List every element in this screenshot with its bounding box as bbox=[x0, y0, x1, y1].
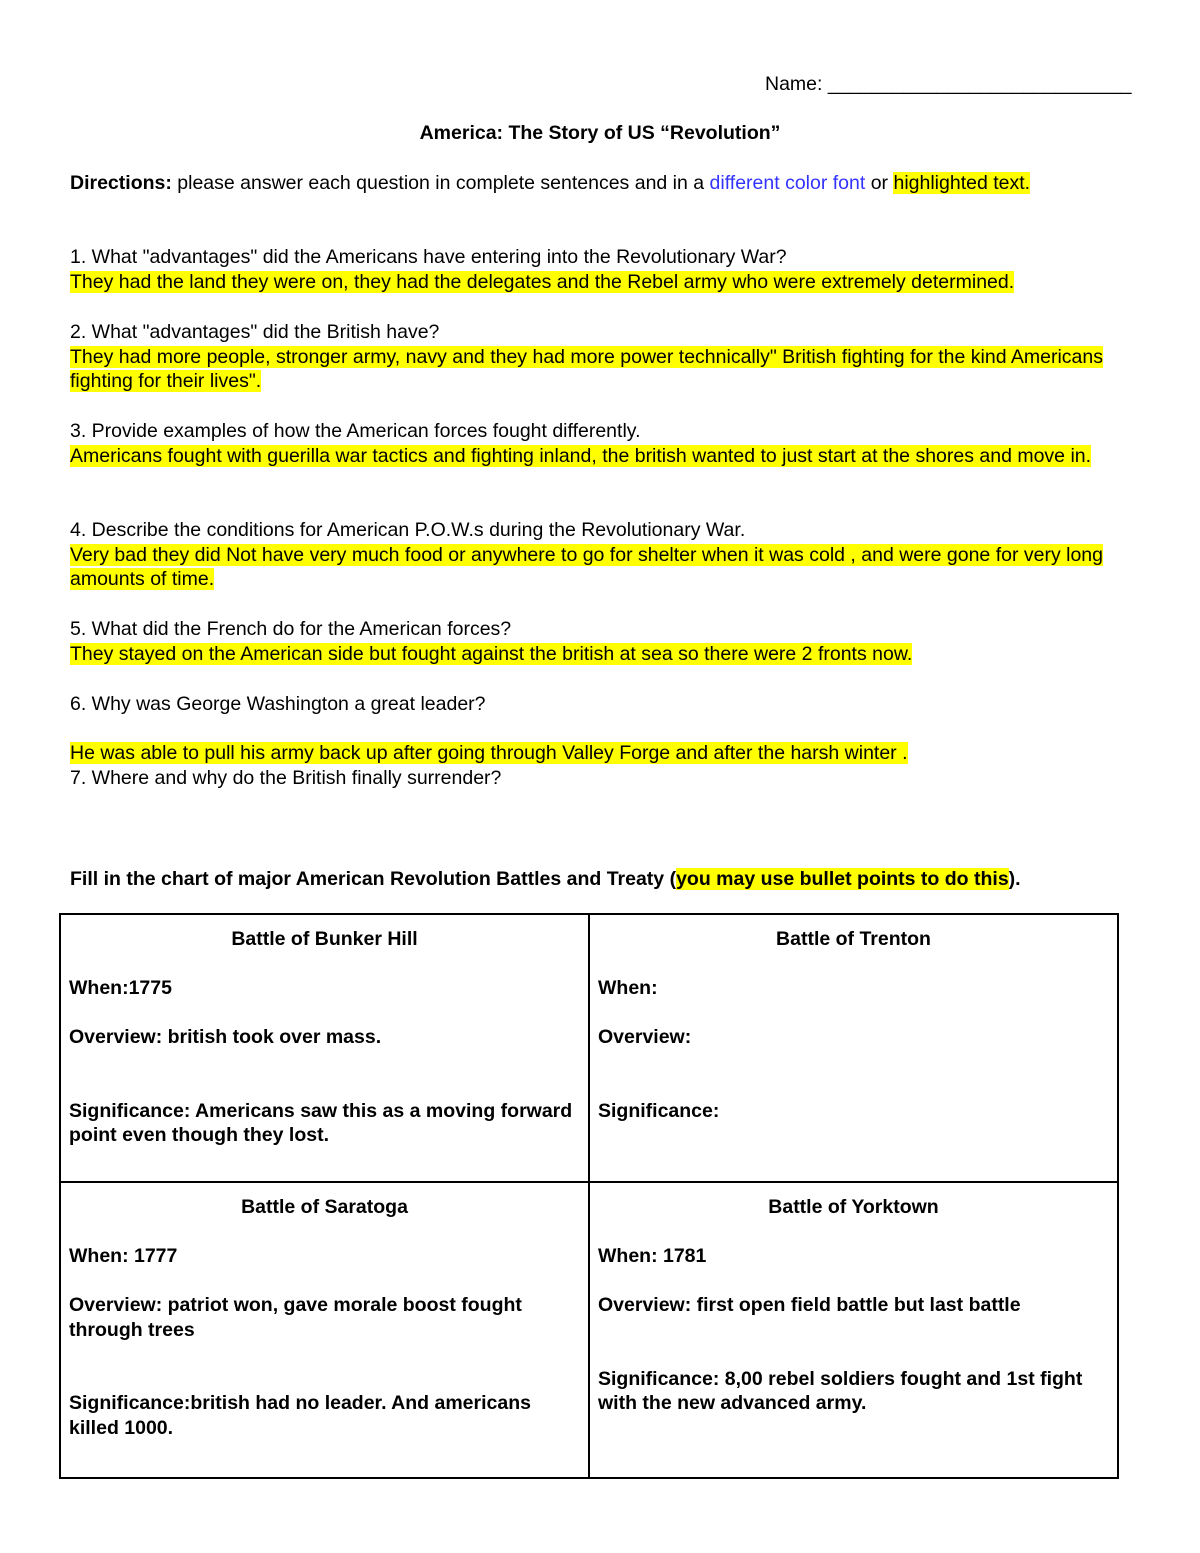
question-2 bbox=[70, 320, 1130, 394]
battles-table bbox=[59, 913, 1119, 1479]
question-text: 6. Why was George Washington a great leader? bbox=[70, 693, 486, 715]
table-row bbox=[60, 914, 1118, 1182]
question-1 bbox=[70, 245, 1130, 294]
answer-text[interactable] bbox=[70, 741, 1130, 766]
question-text: 4. Describe the conditions for American P.O.W.s during the Revolutionary War. bbox=[70, 519, 746, 541]
answer-text[interactable] bbox=[70, 543, 1130, 592]
directions-highlight-text: highlighted text. bbox=[893, 172, 1031, 194]
chart-instructions-text-1: Fill in the chart of major American Revolution Battles and Treaty ( bbox=[70, 868, 677, 890]
chart-instructions bbox=[70, 867, 1021, 892]
name-blank[interactable]: ____________________________ bbox=[827, 73, 1132, 95]
name-field bbox=[765, 72, 1132, 97]
battle-cell-bunker-hill[interactable] bbox=[60, 914, 589, 1182]
answer-highlight: They had the land they were on, they had the delegates and the Rebel army who were extremely determined. bbox=[70, 270, 1015, 293]
question-4 bbox=[70, 518, 1130, 592]
answer-text[interactable] bbox=[70, 444, 1130, 469]
answer-text[interactable] bbox=[70, 642, 1130, 667]
chart-instructions-highlight: you may use bullet points to do this bbox=[676, 868, 1009, 890]
question-text: 2. What "advantages" did the British have? bbox=[70, 321, 440, 343]
battle-overview: Overview: bbox=[598, 1026, 692, 1048]
answer-highlight: They had more people, stronger army, navy and they had more power technically" British fighting for the kind Americans fighting for their lives". bbox=[70, 345, 1103, 392]
blank-line bbox=[70, 717, 1130, 742]
question-text: 1. What "advantages" did the Americans have entering into the Revolutionary War? bbox=[70, 246, 787, 268]
directions-label: Directions: bbox=[70, 172, 172, 194]
battle-significance: Significance:british had no leader. And americans killed 1000. bbox=[69, 1392, 531, 1439]
battle-significance: Significance: Americans saw this as a moving forward point even though they lost. bbox=[69, 1099, 573, 1146]
battle-cell-yorktown[interactable] bbox=[589, 1182, 1118, 1478]
question-text: 7. Where and why do the British finally surrender? bbox=[70, 767, 502, 789]
directions-blue-text: different color font bbox=[709, 172, 866, 194]
battle-title: Battle of Yorktown bbox=[768, 1196, 939, 1219]
answer-text[interactable] bbox=[70, 270, 1130, 295]
name-label: Name: bbox=[765, 73, 828, 95]
battle-title: Battle of Saratoga bbox=[241, 1196, 408, 1219]
battle-overview: Overview: patriot won, gave morale boost fought through trees bbox=[69, 1294, 522, 1341]
answer-highlight: Americans fought with guerilla war tactics and fighting inland, the british wanted to just start at the shores and move in. bbox=[70, 444, 1092, 467]
question-text: 3. Provide examples of how the American forces fought differently. bbox=[70, 420, 641, 442]
battle-when: When: bbox=[598, 977, 658, 999]
page-title: America: The Story of US “Revolution” bbox=[419, 122, 781, 144]
battle-when: When:1775 bbox=[69, 977, 172, 999]
answer-text[interactable] bbox=[70, 345, 1130, 394]
question-7 bbox=[70, 766, 1130, 791]
battle-significance: Significance: 8,00 rebel soldiers fought and 1st fight with the new advanced army. bbox=[598, 1367, 1083, 1415]
answer-highlight: Very bad they did Not have very much food or anywhere to go for shelter when it was cold , and were gone for very long amounts of time. bbox=[70, 543, 1103, 590]
battle-cell-trenton[interactable] bbox=[589, 914, 1118, 1182]
battle-when: When: 1781 bbox=[598, 1245, 707, 1268]
battle-overview: Overview: british took over mass. bbox=[69, 1026, 382, 1048]
battle-title: Battle of Trenton bbox=[776, 928, 931, 950]
answer-highlight: They stayed on the American side but fought against the british at sea so there were 2 fronts now. bbox=[70, 642, 913, 665]
battle-significance: Significance: bbox=[598, 1099, 720, 1122]
battle-when: When: 1777 bbox=[69, 1245, 178, 1268]
battle-cell-saratoga[interactable] bbox=[60, 1182, 589, 1478]
question-3 bbox=[70, 419, 1130, 468]
chart-instructions-text-2: ). bbox=[1008, 868, 1021, 890]
directions bbox=[70, 171, 1130, 196]
question-5 bbox=[70, 617, 1130, 666]
directions-text-2: or bbox=[865, 172, 894, 194]
directions-text-1: please answer each question in complete sentences and in a bbox=[171, 172, 710, 194]
table-row bbox=[60, 1182, 1118, 1478]
battle-title: Battle of Bunker Hill bbox=[231, 928, 418, 950]
question-6 bbox=[70, 692, 1130, 766]
answer-highlight: He was able to pull his army back up after going through Valley Forge and after the harsh winter . bbox=[70, 742, 908, 764]
question-text: 5. What did the French do for the American forces? bbox=[70, 618, 512, 640]
battle-overview: Overview: first open field battle but last battle bbox=[598, 1294, 1021, 1317]
